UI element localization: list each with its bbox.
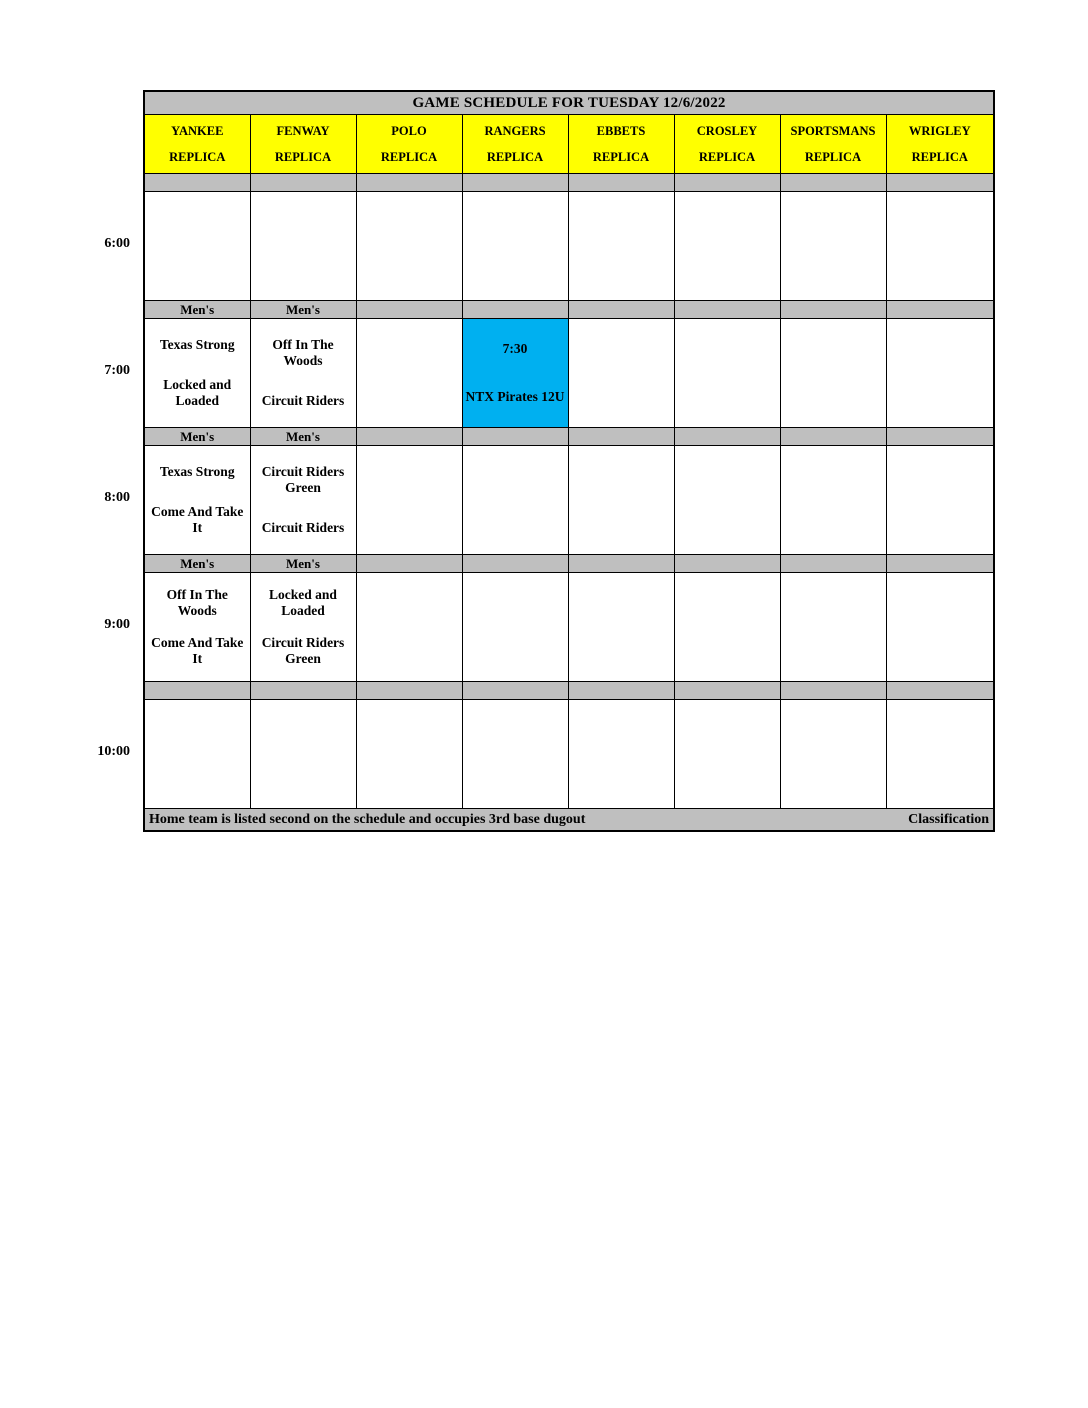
schedule-container [143, 90, 993, 832]
game-cell-content [675, 573, 780, 681]
division-label [250, 682, 356, 700]
game-cell-content [357, 446, 462, 554]
time-label: 7:00 [104, 363, 130, 378]
game-cell-content [251, 573, 356, 681]
division-label: Men's [250, 301, 356, 319]
game-cell-content [357, 573, 462, 681]
division-label [356, 174, 462, 192]
time-label: 8:00 [104, 490, 130, 505]
game-cell[interactable] [780, 573, 886, 682]
field-name: FENWAY [276, 124, 330, 138]
game-cell-content [251, 446, 356, 554]
game-cell[interactable] [674, 319, 780, 428]
schedule-title: GAME SCHEDULE FOR TUESDAY 12/6/2022 [144, 91, 994, 115]
game-cell[interactable] [144, 446, 250, 555]
time-label: 10:00 [97, 744, 130, 759]
game-cell[interactable] [568, 192, 674, 301]
division-label [462, 301, 568, 319]
game-cell[interactable] [674, 192, 780, 301]
game-cell-line: Come And Take It [151, 504, 244, 535]
division-label [674, 555, 780, 573]
game-cell[interactable] [886, 446, 994, 555]
game-cell-content [357, 700, 462, 808]
division-label [144, 682, 250, 700]
game-cell-content [781, 319, 886, 427]
division-label [356, 428, 462, 446]
game-cell[interactable] [250, 192, 356, 301]
game-cell[interactable] [462, 573, 568, 682]
game-cell-content [357, 192, 462, 300]
division-label [462, 682, 568, 700]
game-cell[interactable] [250, 573, 356, 682]
division-label: Men's [250, 428, 356, 446]
game-cell-content [463, 192, 568, 300]
division-band-row [144, 301, 994, 319]
game-cell[interactable] [780, 446, 886, 555]
game-cell-line: 7:30 [502, 341, 528, 356]
division-label [780, 301, 886, 319]
division-label [356, 682, 462, 700]
game-cell-content [887, 319, 994, 427]
field-header-ebbets [568, 115, 674, 174]
game-cell[interactable] [886, 319, 994, 428]
game-row [144, 573, 994, 682]
game-cell-content [569, 192, 674, 300]
game-cell[interactable] [674, 700, 780, 809]
game-cell[interactable] [780, 700, 886, 809]
schedule-title-row [144, 91, 994, 115]
game-cell[interactable] [356, 319, 462, 428]
footer-note: Home team is listed second on the schedule and occupies 3rd base dugout [149, 811, 586, 827]
game-cell[interactable] [144, 192, 250, 301]
game-row [144, 700, 994, 809]
game-cell-content [569, 446, 674, 554]
game-cell-line: Locked and Loaded [269, 587, 337, 618]
game-cell-line: Come And Take It [151, 635, 244, 666]
division-label [568, 301, 674, 319]
division-label [886, 682, 994, 700]
game-schedule-table [143, 90, 995, 832]
field-sub: REPLICA [169, 150, 226, 164]
field-header-yankee [144, 115, 250, 174]
game-cell[interactable] [780, 319, 886, 428]
division-label [356, 301, 462, 319]
game-cell[interactable] [356, 573, 462, 682]
game-cell[interactable] [250, 700, 356, 809]
game-cell-content [463, 446, 568, 554]
game-cell-line: Locked and Loaded [163, 377, 232, 408]
game-cell-content [675, 192, 780, 300]
game-cell-line: Circuit Riders [261, 393, 345, 408]
game-cell-content [251, 700, 356, 808]
division-label [886, 301, 994, 319]
division-label [462, 555, 568, 573]
division-label [780, 682, 886, 700]
game-cell[interactable] [144, 319, 250, 428]
game-cell-line: Circuit Riders [261, 520, 345, 535]
game-cell[interactable] [674, 446, 780, 555]
game-cell-content [781, 446, 886, 554]
division-label [568, 555, 674, 573]
division-label: Men's [250, 555, 356, 573]
game-cell-content [463, 319, 568, 427]
game-cell-content [569, 700, 674, 808]
time-label: 9:00 [104, 617, 130, 632]
game-cell[interactable] [674, 573, 780, 682]
game-cell[interactable] [462, 192, 568, 301]
game-cell-content [569, 319, 674, 427]
game-cell-line: Circuit Riders Green [261, 635, 345, 666]
game-cell-content [463, 573, 568, 681]
game-cell[interactable] [568, 700, 674, 809]
division-label [886, 428, 994, 446]
field-name: POLO [391, 124, 427, 138]
field-name: YANKEE [171, 124, 224, 138]
game-cell-content [781, 700, 886, 808]
game-cell-content [887, 573, 994, 681]
game-cell-content [145, 573, 250, 681]
division-label [886, 174, 994, 192]
game-cell[interactable] [568, 573, 674, 682]
division-label: Men's [144, 428, 250, 446]
field-sub: REPLICA [804, 150, 862, 164]
game-cell[interactable] [356, 446, 462, 555]
game-cell[interactable] [886, 192, 994, 301]
game-cell-line: Off In The Woods [272, 337, 334, 368]
game-cell[interactable] [568, 319, 674, 428]
field-name: SPORTSMANS [790, 124, 876, 138]
division-band-row [144, 428, 994, 446]
division-label [568, 682, 674, 700]
game-cell[interactable] [144, 700, 250, 809]
game-cell-content [781, 192, 886, 300]
division-label [568, 428, 674, 446]
division-label: Men's [144, 555, 250, 573]
field-sub: REPLICA [592, 150, 650, 164]
schedule-footer-row [144, 809, 994, 832]
division-label [144, 174, 250, 192]
game-row [144, 319, 994, 428]
game-cell-content [887, 700, 994, 808]
division-band-row [144, 174, 994, 192]
field-sub: REPLICA [911, 150, 968, 164]
game-cell[interactable] [462, 319, 568, 428]
game-cell[interactable] [568, 446, 674, 555]
game-cell[interactable] [886, 573, 994, 682]
game-cell[interactable] [462, 446, 568, 555]
game-cell-line: Off In The Woods [166, 587, 228, 618]
division-label [674, 428, 780, 446]
game-cell-content [675, 319, 780, 427]
game-cell-content [675, 446, 780, 554]
field-header-fenway [250, 115, 356, 174]
game-cell-line: NTX Pirates 12U [465, 389, 565, 404]
game-cell-content [463, 700, 568, 808]
game-cell[interactable] [144, 573, 250, 682]
game-cell-content [251, 319, 356, 427]
game-cell-content [675, 700, 780, 808]
field-header-rangers [462, 115, 568, 174]
game-cell-content [569, 573, 674, 681]
field-sub: REPLICA [380, 150, 438, 164]
game-cell-content [357, 319, 462, 427]
game-cell[interactable] [250, 319, 356, 428]
field-sub: REPLICA [274, 150, 332, 164]
division-label [780, 174, 886, 192]
game-cell[interactable] [356, 192, 462, 301]
game-cell-line: Circuit Riders Green [261, 464, 345, 495]
field-header-row [144, 115, 994, 174]
game-row [144, 192, 994, 301]
division-label [462, 174, 568, 192]
footer-classification-label: Classification [908, 811, 990, 827]
game-row [144, 446, 994, 555]
division-label [780, 428, 886, 446]
game-cell-content [887, 192, 994, 300]
field-name: EBBETS [596, 124, 646, 138]
game-cell[interactable] [886, 700, 994, 809]
schedule-footer [144, 809, 994, 832]
game-cell-line: Texas Strong [159, 464, 235, 479]
field-sub: REPLICA [486, 150, 544, 164]
division-label [674, 174, 780, 192]
game-cell[interactable] [356, 700, 462, 809]
division-label: Men's [144, 301, 250, 319]
game-cell[interactable] [250, 446, 356, 555]
field-header-wrigley [886, 115, 994, 174]
field-name: CROSLEY [696, 124, 758, 138]
field-name: WRIGLEY [908, 124, 971, 138]
division-band-row [144, 682, 994, 700]
game-cell-line: Texas Strong [159, 337, 235, 352]
game-cell-content [251, 192, 356, 300]
game-cell[interactable] [462, 700, 568, 809]
game-cell-content [145, 192, 250, 300]
division-label [462, 428, 568, 446]
division-label [356, 555, 462, 573]
game-cell-content [145, 319, 250, 427]
field-name: RANGERS [484, 124, 546, 138]
field-header-crosley [674, 115, 780, 174]
game-cell-content [781, 573, 886, 681]
division-label [886, 555, 994, 573]
division-label [568, 174, 674, 192]
field-header-sportsmans [780, 115, 886, 174]
division-band-row [144, 555, 994, 573]
division-label [674, 301, 780, 319]
game-cell-content [145, 700, 250, 808]
game-cell-content [145, 446, 250, 554]
division-label [674, 682, 780, 700]
field-header-polo [356, 115, 462, 174]
division-label [250, 174, 356, 192]
game-cell[interactable] [780, 192, 886, 301]
game-cell-content [887, 446, 994, 554]
division-label [780, 555, 886, 573]
field-sub: REPLICA [698, 150, 756, 164]
time-label: 6:00 [104, 236, 130, 251]
